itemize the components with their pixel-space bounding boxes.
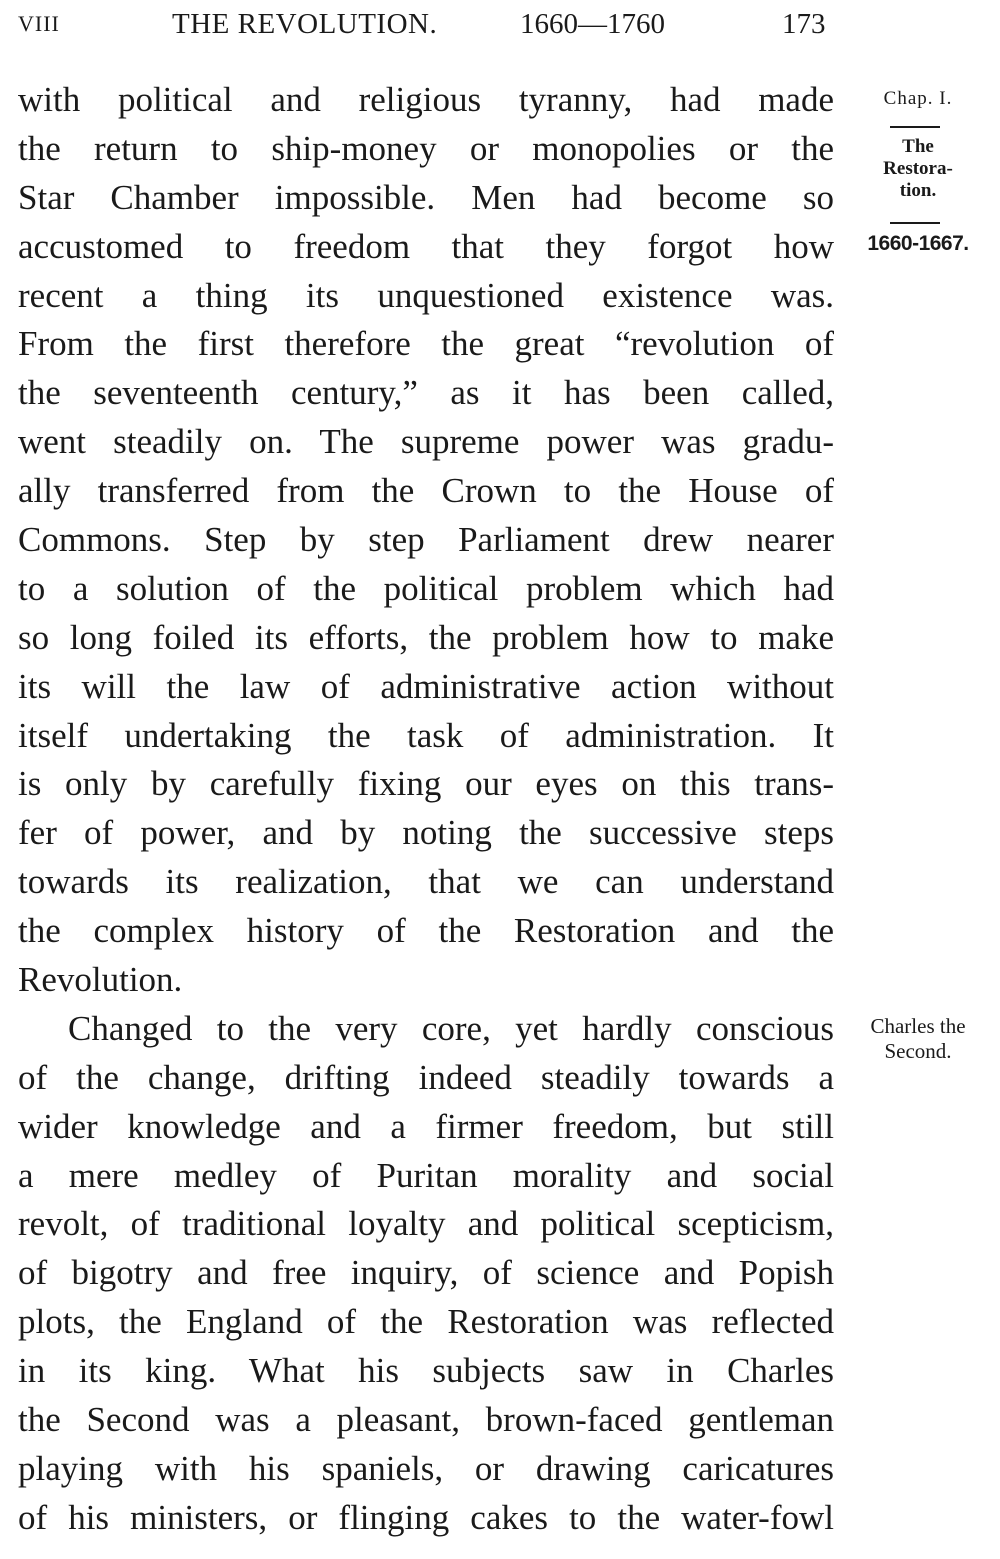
paragraph-end-line: Revolution. xyxy=(18,960,183,1000)
running-title: THE REVOLUTION. xyxy=(172,8,438,40)
text-line: to a solution of the political problem which had xyxy=(18,568,834,608)
text-line: Star Chamber impossible. Men had become so xyxy=(18,177,834,217)
text-line: the Second was a pleasant, brown-faced gentleman xyxy=(18,1400,834,1440)
text-line: of bigotry and free inquiry, of science and Popish xyxy=(18,1253,834,1293)
text-line: in its king. What his subjects saw in Charles xyxy=(18,1351,834,1391)
text-line: playing with his spaniels, or drawing caricatures xyxy=(18,1448,834,1488)
text-line: Commons. Step by step Parliament drew nearer xyxy=(18,520,834,560)
text-line: with political and religious tyranny, had made xyxy=(18,80,834,119)
text-line: of the change, drifting indeed steadily towards a xyxy=(18,1057,834,1097)
text-line: went steadily on. The supreme power was gradu- xyxy=(18,422,834,462)
text-line: the complex history of the Restoration and the xyxy=(18,911,834,951)
margin-rule xyxy=(890,126,940,128)
text-line: recent a thing its unquestioned existence was. xyxy=(18,275,834,315)
margin-section-line: Restora- xyxy=(883,158,953,179)
volume-number: VIII xyxy=(18,11,60,36)
text-line: the seventeenth century,” as it has been called, xyxy=(18,373,834,413)
text-line: revolt, of traditional loyalty and political scepticism, xyxy=(18,1204,834,1244)
text-line: towards its realization, that we can understand xyxy=(18,862,834,902)
text-line: plots, the England of the Restoration was reflected xyxy=(18,1302,834,1342)
text-line: accustomed to freedom that they forgot how xyxy=(18,226,834,266)
margin-chapter-note: Chap. I. xyxy=(883,88,953,109)
margin-charles-note xyxy=(848,1014,988,1064)
text-line: the return to ship-money or monopolies or the xyxy=(18,128,834,168)
page-number: 173 xyxy=(782,8,826,40)
margin-section-note xyxy=(848,136,988,202)
text-line: From the first therefore the great “revolution of xyxy=(18,324,834,364)
text-line: ally transferred from the Crown to the House of xyxy=(18,471,834,511)
text-line: itself undertaking the task of administration. It xyxy=(18,715,834,755)
text-line: wider knowledge and a firmer freedom, but still xyxy=(18,1106,834,1146)
text-line: a mere medley of Puritan morality and social xyxy=(18,1155,834,1195)
margin-charles-line: Charles the xyxy=(870,1014,966,1038)
margin-rule xyxy=(890,222,940,224)
running-header xyxy=(18,4,838,44)
margin-charles-line: Second. xyxy=(884,1039,952,1063)
text-line: is only by carefully fixing our eyes on this trans- xyxy=(18,764,834,804)
text-line: of his ministers, or flinging cakes to the water-fowl xyxy=(18,1497,834,1537)
body-text xyxy=(18,76,834,1543)
text-line: fer of power, and by noting the successive steps xyxy=(18,813,834,853)
text-line: so long foiled its efforts, the problem how to make xyxy=(18,617,834,657)
running-years: 1660—1760 xyxy=(520,8,665,40)
margin-years-note: 1660-1667. xyxy=(867,232,969,255)
paragraph-start-line: Changed to the very core, yet hardly conscious xyxy=(68,1008,834,1048)
margin-section-line: The xyxy=(902,136,934,157)
margin-section-line: tion. xyxy=(899,180,937,201)
text-line: its will the law of administrative action without xyxy=(18,666,834,706)
